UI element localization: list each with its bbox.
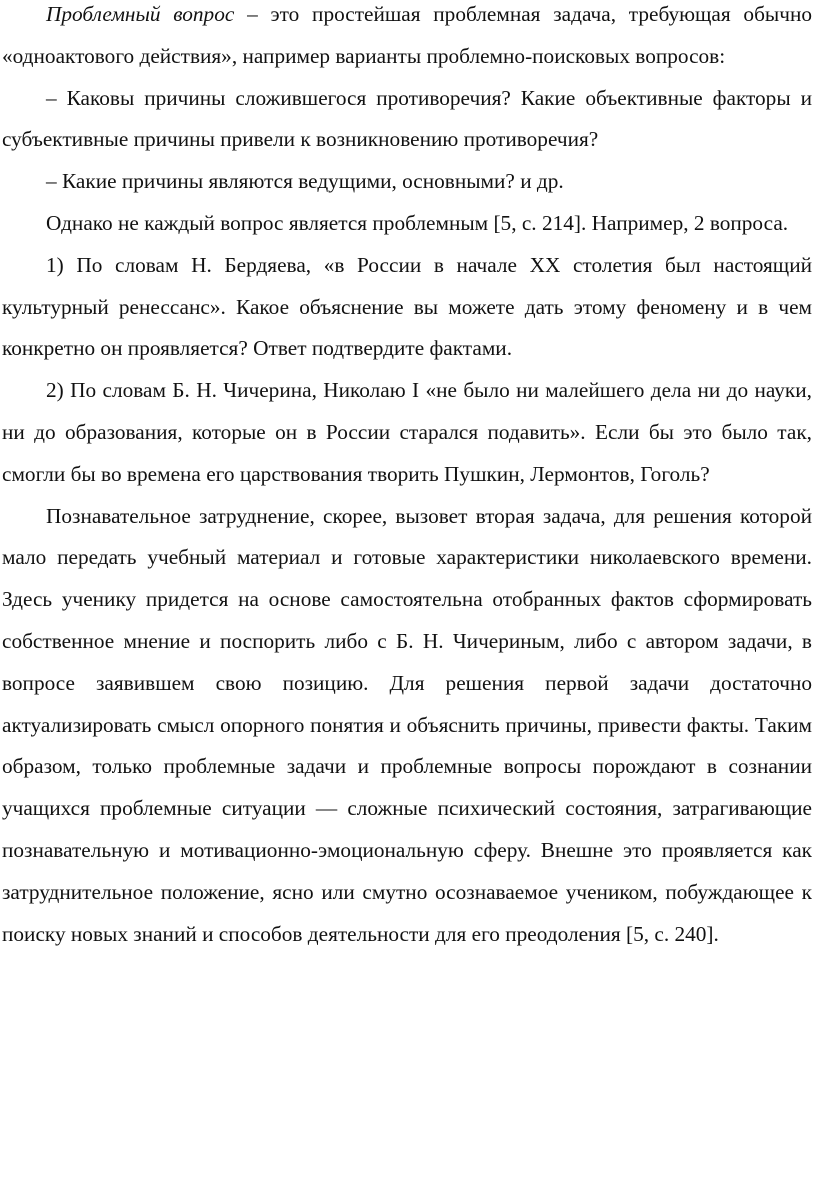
paragraph-text: – это простейшая проблемная задача, требующая обычно «одноактового действия», например варианты проблемно-поисковых вопросов: (2, 2, 812, 68)
paragraph-conclusion: Познавательное затруднение, скорее, вызовет вторая задача, для решения которой мало передать учебный материал и готовые характеристики николаевского времени. Здесь ученику придется на основе самостоятельна отобранных фактов сформировать собственное мнение и поспорить либо с Б. Н. Чичериным, либо с автором задачи, в вопросе заявившем свою позицию. Для решения первой задачи достаточно актуализировать смысл опорного понятия и объяснить причины, привести факты. Таким образом, только проблемные задачи и проблемные вопросы порождают в сознании учащихся проблемные ситуации — сложные психический состояния, затрагивающие познавательную и мотивационно-эмоциональную сферу. Внешне это проявляется как затруднительное положение, ясно или смутно осознаваемое учеником, побуждающее к поиску новых знаний и способов деятельности для его преодоления [5, с. 240]. (2, 503, 812, 946)
paragraph-problem-question (2, 0, 812, 78)
term-italic: Проблемный вопрос (46, 2, 235, 26)
paragraph-question-berdyaev: 1) По словам Н. Бердяева, «в России в начале XX столетия был настоящий культурный ренессанс». Какое объяснение вы можете дать этому феномену и в чем конкретно он проявляется? Ответ подтвердите фактами. (2, 252, 812, 361)
paragraph-question-leading: – Какие причины являются ведущими, основными? и др. (46, 169, 564, 194)
paragraph-question-chicherin: 2) По словам Б. Н. Чичерина, Николаю I «не было ни малейшего дела ни до науки, ни до образования, которые он в России старался подавить». Если бы это было так, смогли бы во времена его царствования творить Пушкин, Лермонтов, Гоголь? (2, 378, 812, 486)
paragraph-not-every-question: Однако не каждый вопрос является проблемным [5, с. 214]. Например, 2 вопроса. (46, 210, 789, 235)
paragraph-question-causes: – Каковы причины сложившегося противоречия? Какие объективные факторы и субъективные причины привели к возникновению противоречия? (2, 85, 812, 152)
document-page (2, 0, 812, 955)
